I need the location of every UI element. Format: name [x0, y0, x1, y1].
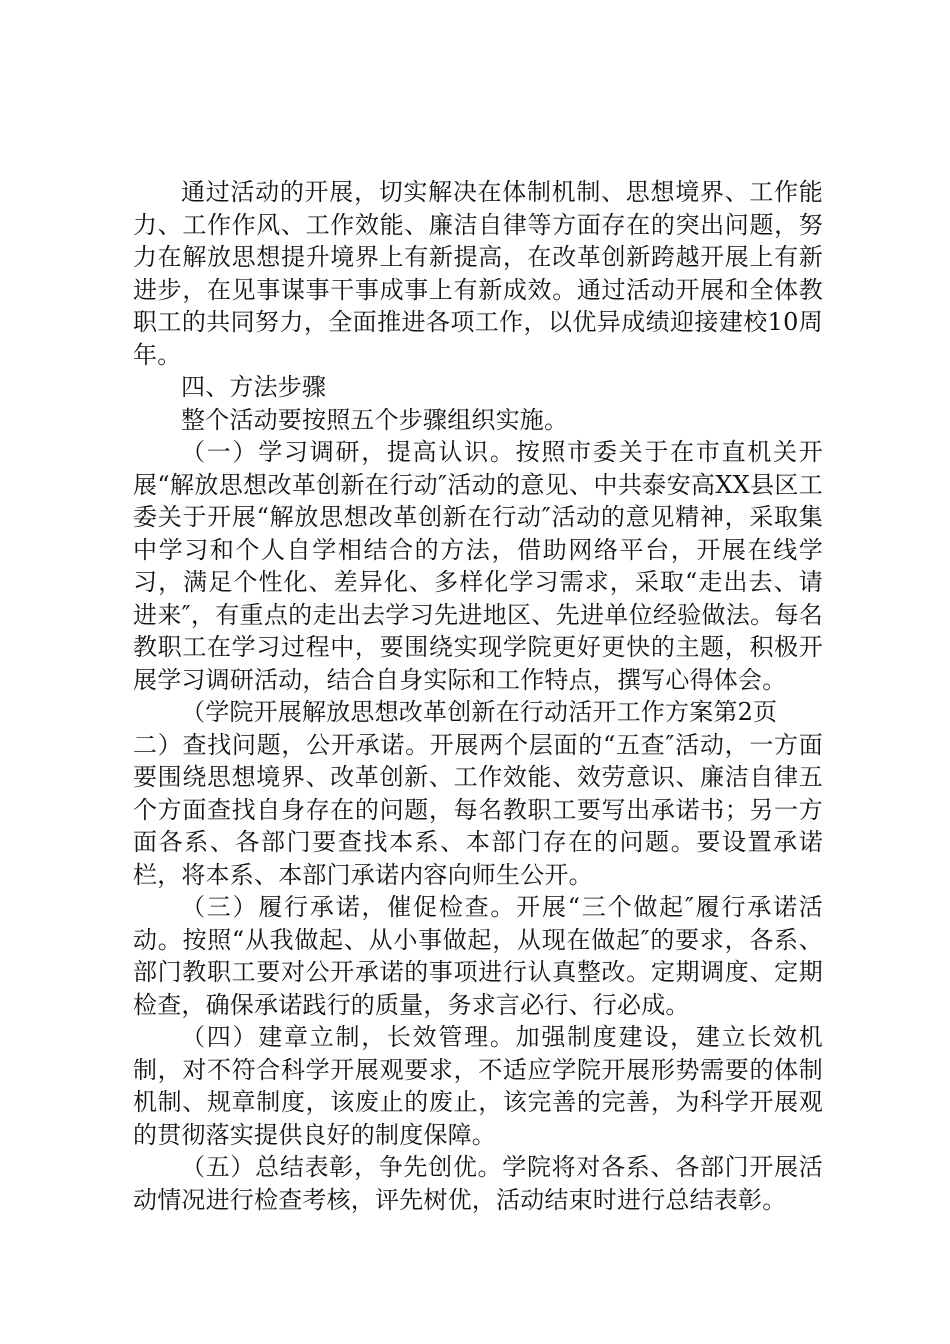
paragraph-five-steps-intro: 整个活动要按照五个步骤组织实施。 — [181, 405, 569, 434]
paragraph-step-3-fulfill: （三）履行承诺，催促检查。开展“三个做起″履行承诺活动。按照“从我做起、从小事做起，从现在做起″的要求，各系、部门教职工要对公开承诺的事项进行认真整改。定期调度、定期检查，确保承诺践行的质量，务求言必行、行必成。 — [133, 893, 823, 1019]
page-footer-note: （学院开展解放思想改革创新在行动活开工作方案第2页 — [181, 698, 778, 726]
section-heading-methods: 四、方法步骤 — [181, 373, 327, 401]
paragraph-step-1-study: （一）学习调研，提高认识。按照市委关于在市直机关开展“解放思想改革创新在行动″活动的意见、中共泰安高XX县区工委关于开展“解放思想改革创新在行动″活动的意见精神，采取集中学习和个人自学相结合的方法，借助网络平台，开展在线学习，满足个性化、差异化、多样化学习需求，采取“走出去、请进来″，有重点的走出去学习先进地区、先进单位经验做法。每名教职工在学习过程中，要围绕实现学院更好更快的主题，积极开展学习调研活动，结合自身实际和工作特点，撰写心得体会。 — [133, 438, 823, 694]
paragraph-step-5-summary: （五）总结表彰，争先创优。学院将对各系、各部门开展活动情况进行检查考核，评先树优，活动结束时进行总结表彰。 — [133, 1153, 823, 1214]
paragraph-step-2-find-problems: 二）查找问题，公开承诺。开展两个层面的“五查″活动，一方面要围绕思想境界、改革创新、工作效能、效劳意识、廉洁自律五个方面查找自身存在的问题，每名教职工要写出承诺书；另一方面各系、各部门要查找本系、本部门存在的问题。要设置承诺栏，将本系、本部门承诺内容向师生公开。 — [133, 730, 823, 889]
paragraph-activity-goals: 通过活动的开展，切实解决在体制机制、思想境界、工作能力、工作作风、工作效能、廉洁自律等方面存在的突出问题，努力在解放思想提升境界上有新提高，在改革创新跨越开展上有新进步，在见事谋事干事成事上有新成效。通过活动开展和全体教职工的共同努力，全面推进各项工作，以优异成绩迎接建校10周年。 — [133, 178, 823, 369]
paragraph-step-4-rules: （四）建章立制，长效管理。加强制度建设，建立长效机制，对不符合科学开展观要求，不适应学院开展形势需要的体制机制、规章制度，该废止的废止，该完善的完善，为科学开展观的贯彻落实提供良好的制度保障。 — [133, 1023, 823, 1149]
document-body — [133, 176, 823, 1216]
